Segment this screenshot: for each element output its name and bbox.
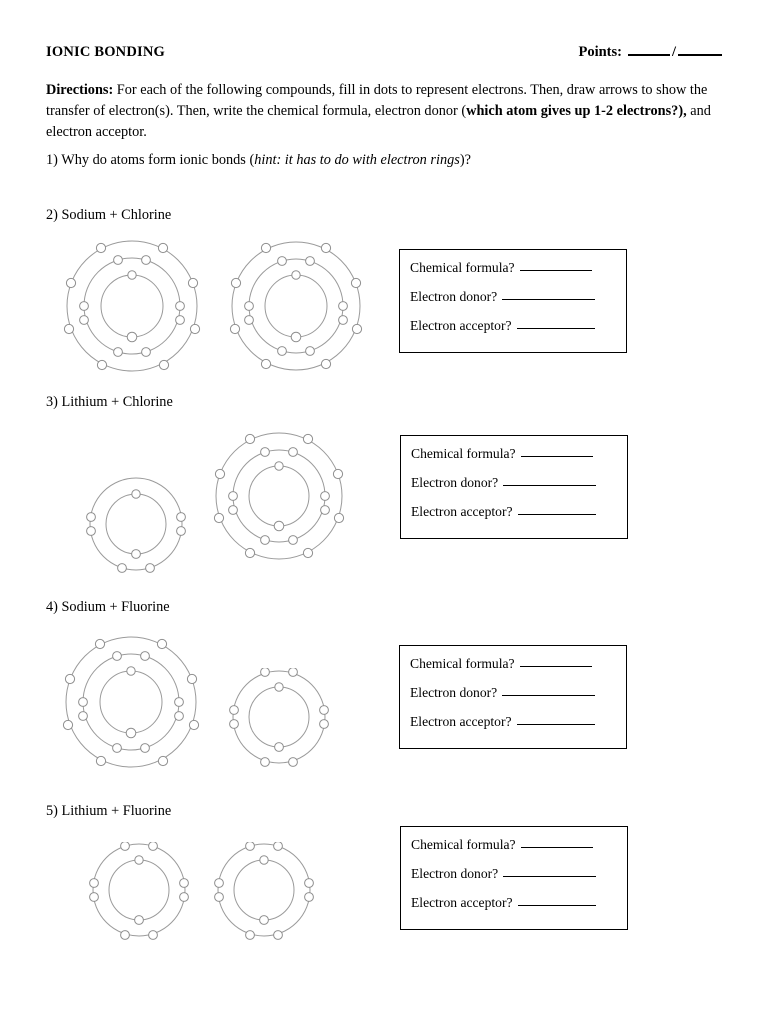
atom-diagram-lithium-q3 [85,477,189,573]
electron-acceptor-blank[interactable] [517,328,595,329]
answer-line-electron-donor [410,289,614,305]
electron-acceptor-label: Electron acceptor? [411,895,513,910]
points-label: Points: [578,44,622,60]
answer-line-chemical-formula [411,446,615,462]
electron-acceptor-label: Electron acceptor? [411,504,513,519]
points-field [578,44,722,61]
electron-donor-blank[interactable] [503,876,596,877]
answer-box-question-5 [400,826,628,930]
chemical-formula-blank[interactable] [520,666,592,667]
electron-donor-blank[interactable] [503,485,596,486]
question-1-text-before: 1) Why do atoms form ionic bonds ( [46,152,255,168]
answer-line-electron-donor [411,475,615,491]
atom-diagram-sodium-q4 [58,632,206,772]
directions-text-part-1: For each of the following compounds, fill in dots to represent electrons. Then, draw arrows to show the transfer of electron(s). Then, write the chemical formula, electron donor ( [46,82,708,119]
answer-line-chemical-formula [411,837,615,853]
chemical-formula-label: Chemical formula? [410,260,515,275]
points-total-blank[interactable] [678,54,722,56]
electron-donor-label: Electron donor? [410,685,498,700]
directions-label: Directions: [46,82,114,98]
directions-text-part-3: and electron acceptor. [46,102,711,140]
answer-line-chemical-formula [410,260,614,276]
answer-line-electron-donor [411,866,615,882]
answer-box-question-2 [399,249,627,353]
atom-diagram-lithium-q5 [88,842,192,940]
question-2-heading: 2) Sodium + Chlorine [46,207,172,223]
chemical-formula-label: Chemical formula? [410,656,515,671]
chemical-formula-label: Chemical formula? [411,446,516,461]
electron-acceptor-blank[interactable] [517,724,595,725]
atom-diagram-sodium-q2 [58,237,208,375]
electron-donor-blank[interactable] [502,299,595,300]
points-earned-blank[interactable] [628,54,670,56]
chemical-formula-label: Chemical formula? [411,837,516,852]
answer-line-electron-acceptor [410,714,614,730]
answer-line-electron-acceptor [411,504,615,520]
question-1 [46,152,471,169]
electron-donor-label: Electron donor? [411,866,499,881]
question-4-heading: 4) Sodium + Fluorine [46,599,170,615]
electron-donor-label: Electron donor? [411,475,499,490]
points-separator: / [671,44,676,60]
answer-box-question-4 [399,645,627,749]
answer-line-chemical-formula [410,656,614,672]
answer-line-electron-acceptor [411,895,615,911]
answer-line-electron-donor [410,685,614,701]
electron-donor-blank[interactable] [502,695,595,696]
page-title: IONIC BONDING [46,44,166,60]
question-5-heading: 5) Lithium + Fluorine [46,803,172,819]
electron-donor-label: Electron donor? [410,289,498,304]
question-1-text-after: )? [459,152,471,168]
atom-diagram-chlorine-q3 [212,428,350,564]
answer-box-question-3 [400,435,628,539]
question-1-hint: hint: it has to do with electron rings [254,152,460,168]
chemical-formula-blank[interactable] [521,456,593,457]
electron-acceptor-blank[interactable] [518,905,596,906]
atom-diagram-chlorine-q2 [228,237,368,375]
electron-acceptor-label: Electron acceptor? [410,318,512,333]
directions-paragraph [46,80,726,143]
electron-acceptor-label: Electron acceptor? [410,714,512,729]
question-3-heading: 3) Lithium + Chlorine [46,394,173,410]
atom-diagram-fluorine-q5 [213,842,317,940]
answer-line-electron-acceptor [410,318,614,334]
chemical-formula-blank[interactable] [521,847,593,848]
page-header [46,44,722,61]
chemical-formula-blank[interactable] [520,270,592,271]
atom-diagram-fluorine-q4 [228,668,332,768]
directions-text-bold-part-2: which atom gives up 1-2 electrons?), [466,102,687,119]
electron-acceptor-blank[interactable] [518,514,596,515]
